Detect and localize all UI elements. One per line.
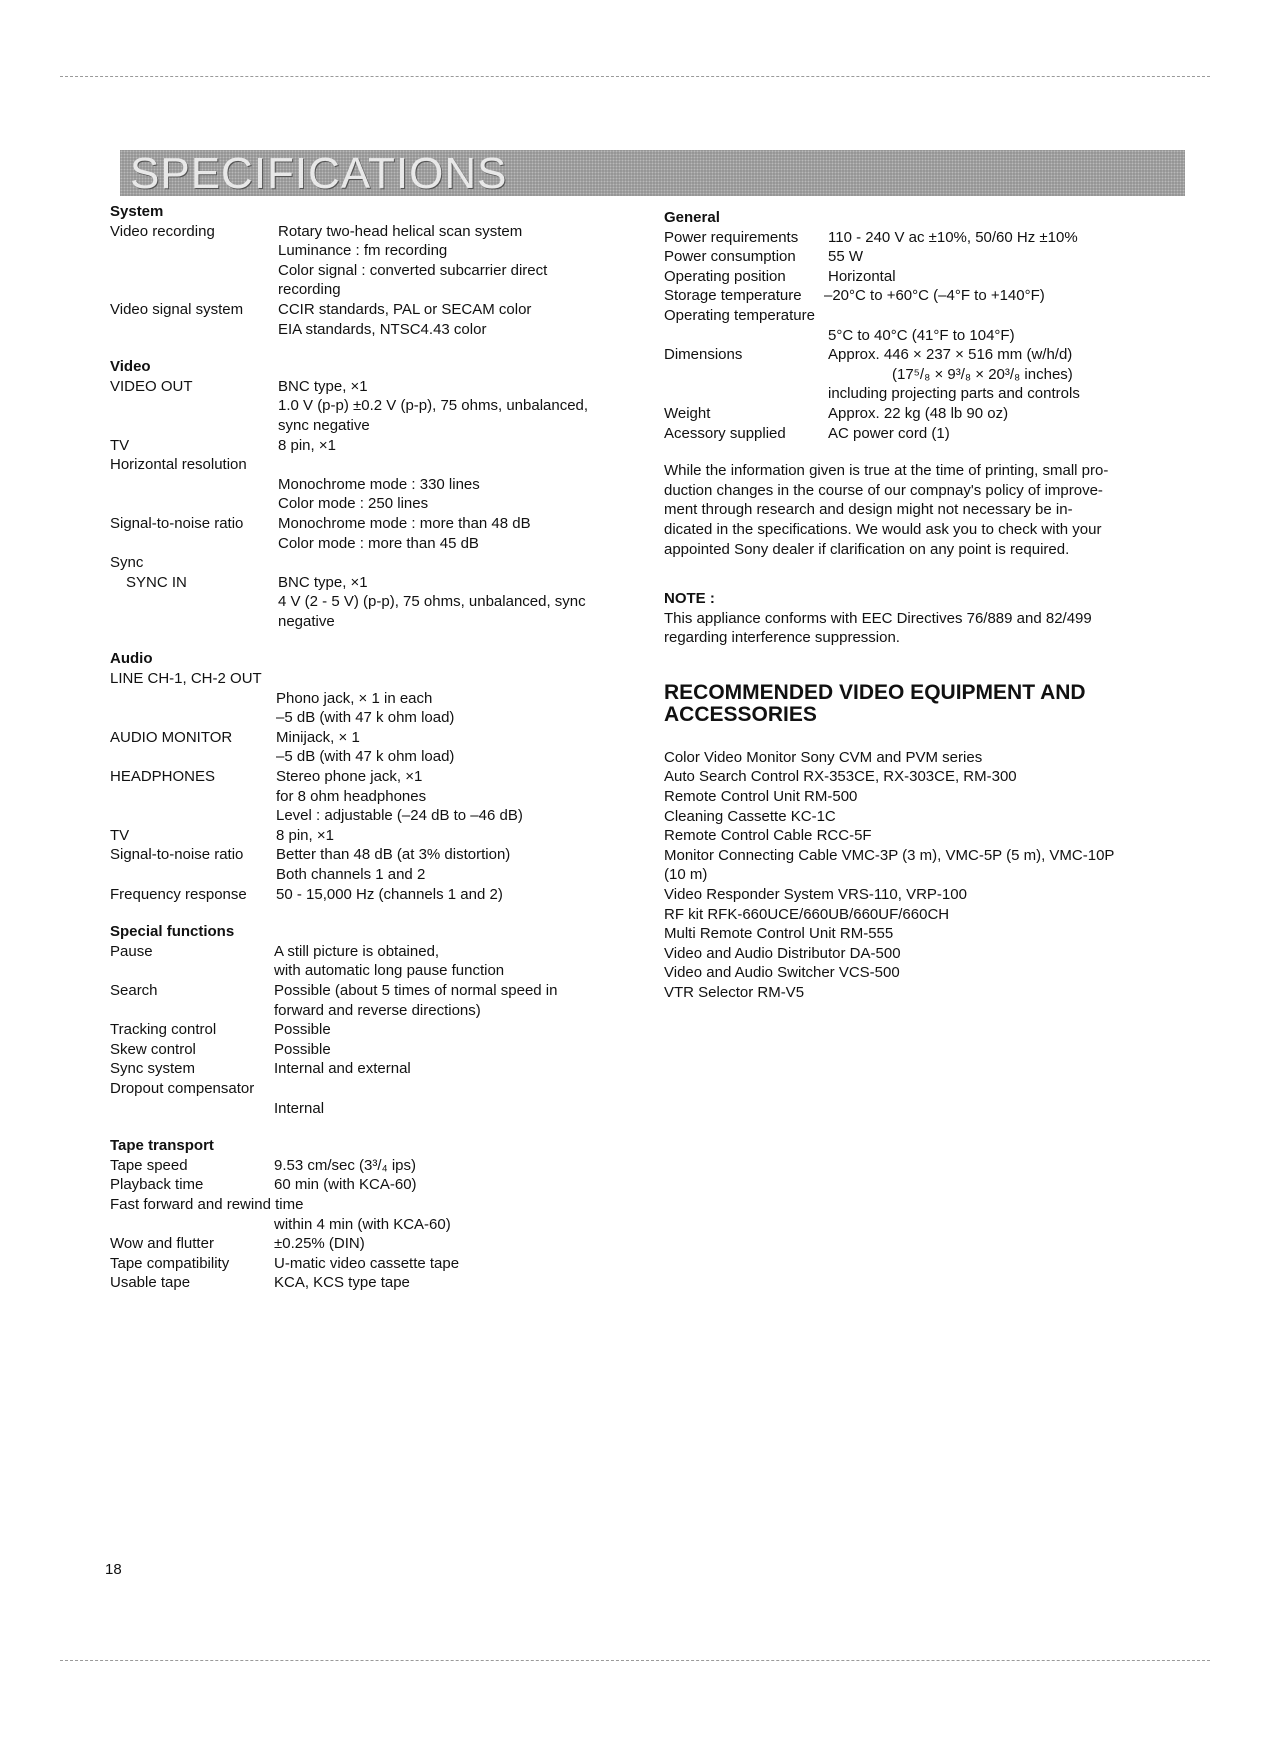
special-functions-title: Special functions [110, 923, 235, 941]
list-item: Monitor Connecting Cable VMC-3P (3 m), VMC-5P (5 m), VMC-10P [664, 846, 1115, 864]
spec-label: SYNC IN [126, 573, 187, 591]
spec-label: Frequency response [110, 885, 247, 903]
spec-row [110, 728, 630, 767]
spec-row [110, 475, 630, 514]
spec-label: Power consumption [664, 248, 796, 266]
recommended-heading-line: RECOMMENDED VIDEO EQUIPMENT AND [664, 680, 1086, 704]
spec-value: 110 - 240 V ac ±10%, 50/60 Hz ±10% [828, 228, 1078, 246]
spec-row [664, 326, 1179, 346]
spec-label: Tape speed [110, 1156, 188, 1174]
spec-label: Dimensions [664, 346, 743, 364]
spec-row [110, 767, 630, 826]
note-line: This appliance conforms with EEC Directives 76/889 and 82/499 [664, 609, 1092, 627]
spec-row [110, 845, 630, 884]
spec-row [110, 377, 630, 436]
spec-value: 9.53 cm/sec (3³/₄ ips) [274, 1156, 416, 1174]
spec-row [664, 424, 1179, 444]
spec-row [664, 247, 1179, 267]
spec-label: Pause [110, 942, 153, 960]
spec-row [110, 1234, 630, 1254]
spec-value: Possible [274, 1021, 331, 1039]
list-item: Multi Remote Control Unit RM-555 [664, 925, 894, 943]
spec-label: Video recording [110, 222, 215, 240]
spec-value: with automatic long pause function [274, 962, 505, 980]
right-column [664, 208, 1179, 1003]
spec-label: Operating position [664, 267, 786, 285]
spec-value: Color signal : converted subcarrier direct [278, 261, 548, 279]
spec-label: Signal-to-noise ratio [110, 846, 244, 864]
spec-row [664, 345, 1179, 404]
spec-value: 8 pin, ×1 [276, 826, 334, 844]
spec-row [110, 514, 630, 553]
tape-transport-section [110, 1136, 630, 1293]
spec-value: A still picture is obtained, [274, 942, 440, 960]
disclaimer-line: While the information given is true at the time of printing, small pro- [664, 462, 1109, 480]
spec-row [664, 404, 1179, 424]
spec-value: BNC type, ×1 [278, 573, 368, 591]
spec-label: Sync system [110, 1060, 196, 1078]
spec-label: AUDIO MONITOR [110, 728, 233, 746]
list-item: Remote Control Cable RCC-5F [664, 827, 872, 845]
spec-value: –20°C to +60°C (–4°F to +140°F) [824, 287, 1045, 305]
spec-value: CCIR standards, PAL or SECAM color [278, 300, 532, 318]
list-item: Cleaning Cassette KC-1C [664, 807, 836, 825]
list-item: (10 m) [664, 866, 708, 884]
spec-value: Stereo phone jack, ×1 [276, 768, 423, 786]
video-section [110, 357, 630, 631]
spec-value: Internal [274, 1099, 325, 1117]
spec-value: Both channels 1 and 2 [276, 866, 426, 883]
spec-value: Horizontal [828, 267, 896, 285]
spec-label: Sync [110, 554, 144, 572]
spec-row [110, 1156, 630, 1176]
disclaimer-line: ment through research and design might not necessary be in- [664, 501, 1073, 519]
spec-value: 5°C to 40°C (41°F to 104°F) [828, 326, 1015, 344]
spec-label: Storage temperature [664, 287, 802, 305]
spec-row [110, 942, 630, 981]
list-item: VTR Selector RM-V5 [664, 984, 805, 1001]
spec-value: Luminance : fm recording [278, 242, 448, 260]
recommended-section [664, 682, 1179, 1003]
spec-row [110, 1040, 630, 1060]
spec-value: EIA standards, NTSC4.43 color [278, 320, 487, 338]
spec-label: Fast forward and rewind time [110, 1195, 304, 1213]
spec-label: Skew control [110, 1040, 196, 1058]
spec-label: Search [110, 981, 158, 999]
spec-value: Color mode : 250 lines [278, 495, 429, 513]
spec-value: Monochrome mode : more than 48 dB [278, 514, 531, 532]
spec-value: 8 pin, ×1 [278, 436, 336, 454]
note-section [664, 589, 1179, 648]
spec-label: LINE CH-1, CH-2 OUT [110, 670, 262, 688]
disclaimer-paragraph [664, 461, 1179, 559]
spec-row [110, 1099, 630, 1119]
spec-row [664, 267, 1179, 287]
spec-value: Phono jack, × 1 in each [276, 689, 433, 707]
spec-label: Tracking control [110, 1021, 217, 1039]
spec-value: –5 dB (with 47 k ohm load) [276, 748, 455, 766]
list-item: Remote Control Unit RM-500 [664, 788, 858, 806]
spec-row [110, 1273, 630, 1293]
video-title: Video [110, 358, 151, 376]
spec-value: Approx. 22 kg (48 lb 90 oz) [828, 404, 1009, 422]
recommended-heading-line: ACCESSORIES [664, 702, 817, 726]
disclaimer-line: duction changes in the course of our compnay's policy of improve- [664, 481, 1103, 499]
list-item: Video and Audio Switcher VCS-500 [664, 964, 900, 982]
system-section [110, 202, 630, 339]
spec-row [110, 981, 630, 1020]
note-title: NOTE : [664, 590, 715, 608]
spec-value: forward and reverse directions) [274, 1001, 481, 1019]
spec-label: Horizontal resolution [110, 456, 247, 474]
spec-label: VIDEO OUT [110, 377, 193, 395]
spec-row [110, 689, 630, 728]
banner-title: SPECIFICATIONS [130, 149, 508, 198]
spec-label: Playback time [110, 1176, 204, 1194]
spec-label: Acessory supplied [664, 424, 786, 442]
list-item: Color Video Monitor Sony CVM and PVM series [664, 748, 983, 766]
spec-value: 50 - 15,000 Hz (channels 1 and 2) [276, 885, 503, 903]
spec-value: Internal and external [274, 1060, 411, 1078]
spec-row [664, 286, 1179, 306]
spec-value: –5 dB (with 47 k ohm load) [276, 709, 455, 727]
list-item: Auto Search Control RX-353CE, RX-303CE, RM-300 [664, 768, 1017, 786]
spec-value: KCA, KCS type tape [274, 1274, 410, 1292]
spec-row [110, 1175, 630, 1195]
spec-value: within 4 min (with KCA-60) [274, 1215, 451, 1233]
spec-value: Possible [274, 1040, 331, 1058]
spec-value: negative [278, 612, 335, 630]
spec-value: Approx. 446 × 237 × 516 mm (w/h/d) [828, 346, 1073, 364]
spec-row [110, 300, 630, 339]
spec-value: 1.0 V (p-p) ±0.2 V (p-p), 75 ohms, unbalanced, [278, 397, 589, 415]
spec-value: Monochrome mode : 330 lines [278, 475, 480, 493]
spec-value: 4 V (2 - 5 V) (p-p), 75 ohms, unbalanced, sync [278, 593, 586, 611]
spec-label: Power requirements [664, 228, 799, 246]
spec-row [110, 885, 630, 905]
special-functions-section [110, 922, 630, 1118]
list-item: Video Responder System VRS-110, VRP-100 [664, 886, 967, 904]
spec-label: Operating temperature [664, 306, 815, 324]
list-item: Video and Audio Distributor DA-500 [664, 944, 901, 962]
spec-row [110, 222, 630, 300]
note-line: regarding interference suppression. [664, 629, 900, 647]
spec-label: HEADPHONES [110, 768, 216, 786]
spec-value: AC power cord (1) [828, 424, 950, 442]
system-title: System [110, 203, 164, 220]
spec-row [110, 826, 630, 846]
spec-value: including projecting parts and controls [828, 385, 1080, 403]
spec-value: for 8 ohm headphones [276, 787, 427, 805]
spec-label: Weight [664, 404, 711, 422]
spec-value: 55 W [828, 248, 864, 266]
disclaimer-line: dicated in the specifications. We would ask you to check with your [664, 520, 1102, 538]
spec-label: Dropout compensator [110, 1079, 255, 1097]
spec-value: Possible (about 5 times of normal speed in [274, 981, 558, 999]
specifications-banner [120, 150, 1185, 196]
spec-label: Video signal system [110, 300, 244, 318]
top-dashed-rule [60, 76, 1210, 77]
spec-value: U-matic video cassette tape [274, 1254, 460, 1272]
spec-value: Level : adjustable (–24 dB to –46 dB) [276, 807, 523, 825]
spec-row [110, 1020, 630, 1040]
spec-value: 60 min (with KCA-60) [274, 1176, 417, 1194]
spec-value: Minijack, × 1 [276, 728, 360, 746]
list-item: RF kit RFK-660UCE/660UB/660UF/660CH [664, 905, 950, 923]
general-section [664, 208, 1179, 443]
spec-value: (17⁵/₈ × 9³/₈ × 20³/₈ inches) [892, 365, 1073, 383]
spec-label: TV [110, 826, 130, 844]
spec-value: Better than 48 dB (at 3% distortion) [276, 846, 511, 864]
spec-label: Usable tape [110, 1274, 191, 1292]
spec-label: Wow and flutter [110, 1235, 214, 1253]
audio-title: Audio [110, 650, 153, 668]
spec-label: Signal-to-noise ratio [110, 514, 244, 532]
spec-label: TV [110, 436, 130, 454]
audio-section [110, 649, 630, 904]
left-column [110, 202, 630, 1293]
page-number: 18 [105, 1561, 122, 1578]
recommended-list [664, 748, 1179, 1003]
tape-transport-title: Tape transport [110, 1137, 214, 1155]
spec-row [110, 1059, 630, 1079]
spec-value: Color mode : more than 45 dB [278, 534, 479, 552]
general-title: General [664, 209, 720, 226]
spec-row [110, 436, 630, 456]
spec-value: Rotary two-head helical scan system [278, 222, 523, 240]
disclaimer-line: appointed Sony dealer if clarification on any point is required. [664, 540, 1070, 558]
bottom-dashed-rule [60, 1660, 1210, 1661]
spec-row [664, 228, 1179, 248]
spec-row [110, 1215, 630, 1235]
spec-row [110, 1254, 630, 1274]
spec-label: Tape compatibility [110, 1254, 230, 1272]
spec-value: sync negative [278, 416, 370, 434]
spec-value: BNC type, ×1 [278, 377, 368, 395]
spec-value: recording [278, 281, 341, 299]
spec-row [110, 573, 630, 632]
spec-value: ±0.25% (DIN) [274, 1235, 365, 1253]
